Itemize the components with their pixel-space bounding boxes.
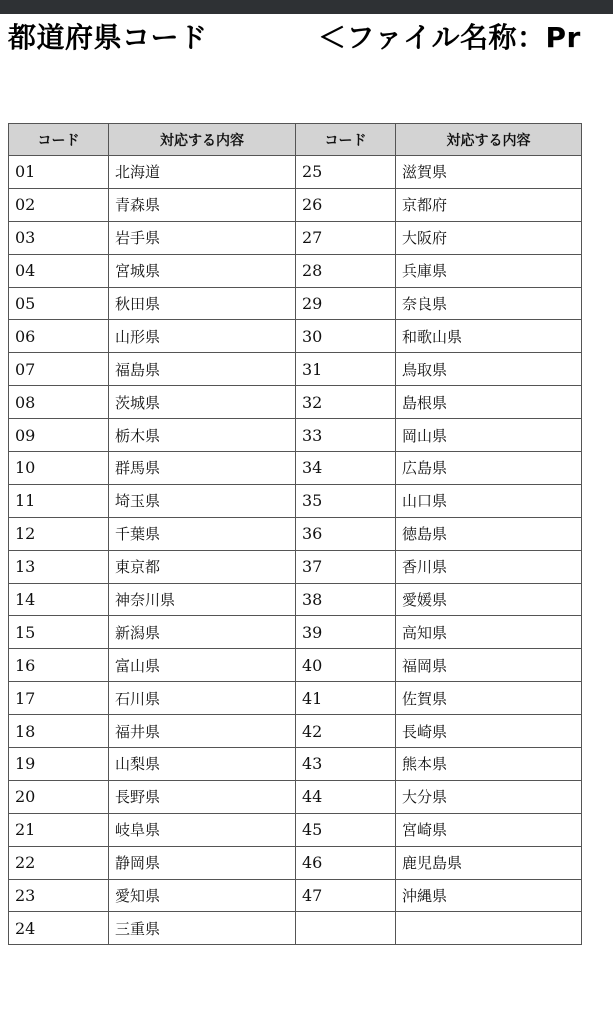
code-cell: 42: [296, 715, 396, 748]
prefecture-name-cell: 静岡県: [109, 846, 296, 879]
prefecture-code-table-container: [8, 123, 581, 945]
code-cell: 27: [296, 221, 396, 254]
code-cell: 26: [296, 188, 396, 221]
code-cell: 04: [9, 254, 109, 287]
code-cell: 30: [296, 320, 396, 353]
table-row: [9, 879, 582, 912]
table-row: [9, 682, 582, 715]
code-cell: 32: [296, 386, 396, 419]
prefecture-name-cell: 福岡県: [396, 649, 582, 682]
prefecture-name-cell: 福井県: [109, 715, 296, 748]
code-cell: 01: [9, 156, 109, 189]
prefecture-name-cell: 栃木県: [109, 419, 296, 452]
code-cell: 14: [9, 583, 109, 616]
table-row: [9, 386, 582, 419]
prefecture-name-cell: 山形県: [109, 320, 296, 353]
table-row: [9, 715, 582, 748]
code-cell: 28: [296, 254, 396, 287]
code-cell: 47: [296, 879, 396, 912]
code-cell: 33: [296, 419, 396, 452]
prefecture-name-cell: 沖縄県: [396, 879, 582, 912]
prefecture-name-cell: [396, 912, 582, 945]
prefecture-name-cell: 奈良県: [396, 287, 582, 320]
prefecture-name-cell: 佐賀県: [396, 682, 582, 715]
prefecture-name-cell: 新潟県: [109, 616, 296, 649]
prefecture-name-cell: 熊本県: [396, 748, 582, 781]
code-cell: 44: [296, 780, 396, 813]
table-row: [9, 517, 582, 550]
code-cell: 03: [9, 221, 109, 254]
code-cell: 20: [9, 780, 109, 813]
code-cell: 18: [9, 715, 109, 748]
prefecture-name-cell: 滋賀県: [396, 156, 582, 189]
prefecture-name-cell: 神奈川県: [109, 583, 296, 616]
prefecture-name-cell: 京都府: [396, 188, 582, 221]
file-name-label: ＜ファイル名称：Pr: [318, 21, 581, 54]
prefecture-name-cell: 大阪府: [396, 221, 582, 254]
prefecture-name-cell: 茨城県: [109, 386, 296, 419]
code-cell: 08: [9, 386, 109, 419]
table-row: [9, 419, 582, 452]
code-cell: 43: [296, 748, 396, 781]
prefecture-name-cell: 埼玉県: [109, 484, 296, 517]
prefecture-name-cell: 広島県: [396, 452, 582, 485]
table-row: [9, 748, 582, 781]
code-cell: 35: [296, 484, 396, 517]
code-cell: 46: [296, 846, 396, 879]
table-row: [9, 616, 582, 649]
prefecture-name-cell: 島根県: [396, 386, 582, 419]
prefecture-name-cell: 愛媛県: [396, 583, 582, 616]
prefecture-name-cell: 福島県: [109, 353, 296, 386]
prefecture-name-cell: 長野県: [109, 780, 296, 813]
top-bar: [0, 0, 613, 14]
table-row: [9, 221, 582, 254]
prefecture-name-cell: 岩手県: [109, 221, 296, 254]
prefecture-name-cell: 東京都: [109, 550, 296, 583]
prefecture-name-cell: 青森県: [109, 188, 296, 221]
code-cell: 11: [9, 484, 109, 517]
prefecture-name-cell: 高知県: [396, 616, 582, 649]
prefecture-name-cell: 香川県: [396, 550, 582, 583]
prefecture-name-cell: 群馬県: [109, 452, 296, 485]
code-cell: 39: [296, 616, 396, 649]
code-cell: 19: [9, 748, 109, 781]
prefecture-name-cell: 岡山県: [396, 419, 582, 452]
prefecture-name-cell: 千葉県: [109, 517, 296, 550]
prefecture-name-cell: 鳥取県: [396, 353, 582, 386]
page-title: 都道府県コード: [8, 21, 208, 54]
code-cell: 41: [296, 682, 396, 715]
prefecture-name-cell: 鹿児島県: [396, 846, 582, 879]
column-header-content-right: 対応する内容: [396, 124, 582, 156]
code-cell: 24: [9, 912, 109, 945]
table-row: [9, 813, 582, 846]
prefecture-name-cell: 石川県: [109, 682, 296, 715]
code-cell: 40: [296, 649, 396, 682]
table-row: [9, 287, 582, 320]
table-row: [9, 649, 582, 682]
code-cell: 21: [9, 813, 109, 846]
prefecture-name-cell: 愛知県: [109, 879, 296, 912]
prefecture-name-cell: 三重県: [109, 912, 296, 945]
code-cell: 25: [296, 156, 396, 189]
prefecture-name-cell: 山梨県: [109, 748, 296, 781]
prefecture-name-cell: 秋田県: [109, 287, 296, 320]
table-row: [9, 188, 582, 221]
table-header-row: [9, 124, 582, 156]
table-row: [9, 254, 582, 287]
code-cell: 22: [9, 846, 109, 879]
table-row: [9, 353, 582, 386]
prefecture-name-cell: 和歌山県: [396, 320, 582, 353]
table-row: [9, 156, 582, 189]
prefecture-name-cell: 大分県: [396, 780, 582, 813]
prefecture-name-cell: 富山県: [109, 649, 296, 682]
code-cell: 45: [296, 813, 396, 846]
code-cell: 36: [296, 517, 396, 550]
table-body: [9, 156, 582, 945]
code-cell: 34: [296, 452, 396, 485]
table-row: [9, 452, 582, 485]
code-cell: 02: [9, 188, 109, 221]
table-row: [9, 912, 582, 945]
table-row: [9, 846, 582, 879]
table-row: [9, 320, 582, 353]
prefecture-name-cell: 岐阜県: [109, 813, 296, 846]
column-header-code-left: コード: [9, 124, 109, 156]
code-cell: [296, 912, 396, 945]
code-cell: 17: [9, 682, 109, 715]
code-cell: 38: [296, 583, 396, 616]
column-header-content-left: 対応する内容: [109, 124, 296, 156]
prefecture-name-cell: 山口県: [396, 484, 582, 517]
code-cell: 31: [296, 353, 396, 386]
prefecture-code-table: [8, 123, 582, 945]
table-row: [9, 583, 582, 616]
code-cell: 05: [9, 287, 109, 320]
code-cell: 16: [9, 649, 109, 682]
prefecture-name-cell: 宮城県: [109, 254, 296, 287]
code-cell: 07: [9, 353, 109, 386]
column-header-code-right: コード: [296, 124, 396, 156]
code-cell: 10: [9, 452, 109, 485]
code-cell: 15: [9, 616, 109, 649]
table-row: [9, 550, 582, 583]
prefecture-name-cell: 北海道: [109, 156, 296, 189]
code-cell: 37: [296, 550, 396, 583]
prefecture-name-cell: 徳島県: [396, 517, 582, 550]
code-cell: 09: [9, 419, 109, 452]
code-cell: 12: [9, 517, 109, 550]
code-cell: 29: [296, 287, 396, 320]
code-cell: 06: [9, 320, 109, 353]
prefecture-name-cell: 兵庫県: [396, 254, 582, 287]
code-cell: 23: [9, 879, 109, 912]
table-row: [9, 780, 582, 813]
prefecture-name-cell: 宮崎県: [396, 813, 582, 846]
prefecture-name-cell: 長崎県: [396, 715, 582, 748]
table-row: [9, 484, 582, 517]
code-cell: 13: [9, 550, 109, 583]
